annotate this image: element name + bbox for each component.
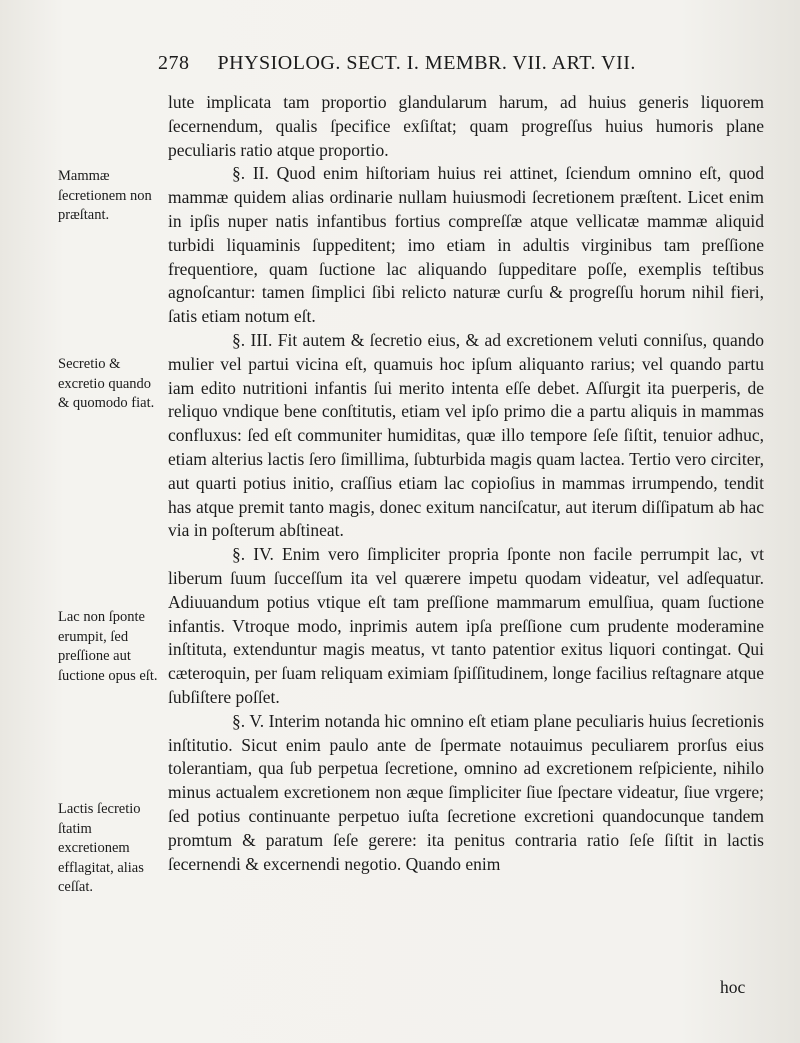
paragraph-section-4: §. IV. Enim vero ſimpliciter propria ſponte non facile perrumpit lac, vt liberum ſuum ſucceſſum ita vel quærere impetu quodam videatur, vel adſequatur. Adiuuandum potius vtique eſt tam preſſione mammarum emulſiua, quam ſuctione infantis. Vtroque modo, inprimis autem ipſa preſſione cum prudente moderamine inſtituta, extenduntur magis meatus, vt tanto patentior exitus liquori contingat. Qui cæteroquin, per ſuam reliquam eximiam ſpiſſitudinem, longe facilius reſtagnare atque ſubſiſtere poſſet. [168, 544, 764, 707]
marginal-note: Lac non ſponte erumpit, ſed preſſione aut ſuctione opus eſt. [58, 609, 158, 684]
running-header [158, 52, 758, 75]
paragraph-section-2: §. II. Quod enim hiſtoriam huius rei attinet, ſciendum omnino eſt, quod mammæ quidem alias ordinarie nullam huiusmodi ſecretionem præſtent. Licet enim in ipſis nuper natis infantibus fortius compreſſæ atque vellicatæ mammæ aliquid turbidi liquaminis ſuppeditent; imo etiam in adultis virginibus tam preſſione frequentiore, quam ſuctione lac aliquando ſuppeditare poſſe, exemplis teſtibus agnoſcantur: tamen ſimplici ſibi relicto naturæ curſu & progreſſu horum nihil fieri, ſatis etiam notum eſt. [168, 163, 764, 327]
catchword: hoc [720, 977, 746, 997]
page-number: 278 [158, 52, 190, 74]
marginal-note: Lactis ſecretio ſtatim excretionem efflagitat, alias ceſſat. [58, 801, 144, 895]
paragraph-section-3: §. III. Fit autem & ſecretio eius, & ad excretionem veluti conniſus, quando mulier vel partui vicina eſt, quamuis hoc ipſum aliquanto rarius; vel quando partu iam edito nutritioni infantis ſui merito intenta eſſe debet. Aſſurgit ita puerperis, de reliquo vndique bene conſtitutis, etiam vel ipſo primo die a partu aliquis in mammas confluxus: ſed eſt communiter humiditas, quæ illo tempore ſeſe ſiſtit, tenuior adhuc, etiam alterius lactis ſero ſimillima, ſubturbida magis quam lactea. Tertio vero circiter, aut quarti potius initio, craſſius etiam lac copioſius in mammas irrumpendo, tendit has atque premit tanto magis, donec exitum nanciſcatur, aut iterum diſſipatum ab hac via in poſterum abſtineat. [168, 329, 764, 541]
marginal-note: Secretio & excretio quando & quomodo fiat. [58, 356, 155, 411]
paragraph-section-5: §. V. Interim notanda hic omnino eſt etiam plane peculiaris huius ſecretionis inſtitutio. Sicut enim paulo ante de ſpermate notauimus peculiarem prorſus eius tolerantiam, qua ſub perpetua ſecretione, omnino ad excretionem reſpiciente, nihilo minus actualem excretionem non æque ſimpliciter ſiue ſpectare videatur, ſiue vrgere; ſed potius continuante perpetuo iuſta ſecretione excretioni quandocunque tandem promtum & paratum ſeſe gerere: ita penitus contraria ratio ſeſe ſiſtit in lactis ſecernendi & excernendi negotio. Quando enim [168, 710, 764, 874]
marginal-note: Mammæ ſecretionem non præſtant. [58, 168, 152, 223]
main-text [168, 91, 764, 876]
running-title: PHYSIOLOG. SECT. I. MEMBR. VII. ART. VII. [217, 52, 636, 74]
paragraph-continuation: lute implicata tam proportio glandularum harum, ad huius generis liquorem ſecernendum, qualis ſpecifice exſiſtat; quam progreſſus huius humoris plane peculiaris ratio atque proportio. [168, 92, 764, 160]
